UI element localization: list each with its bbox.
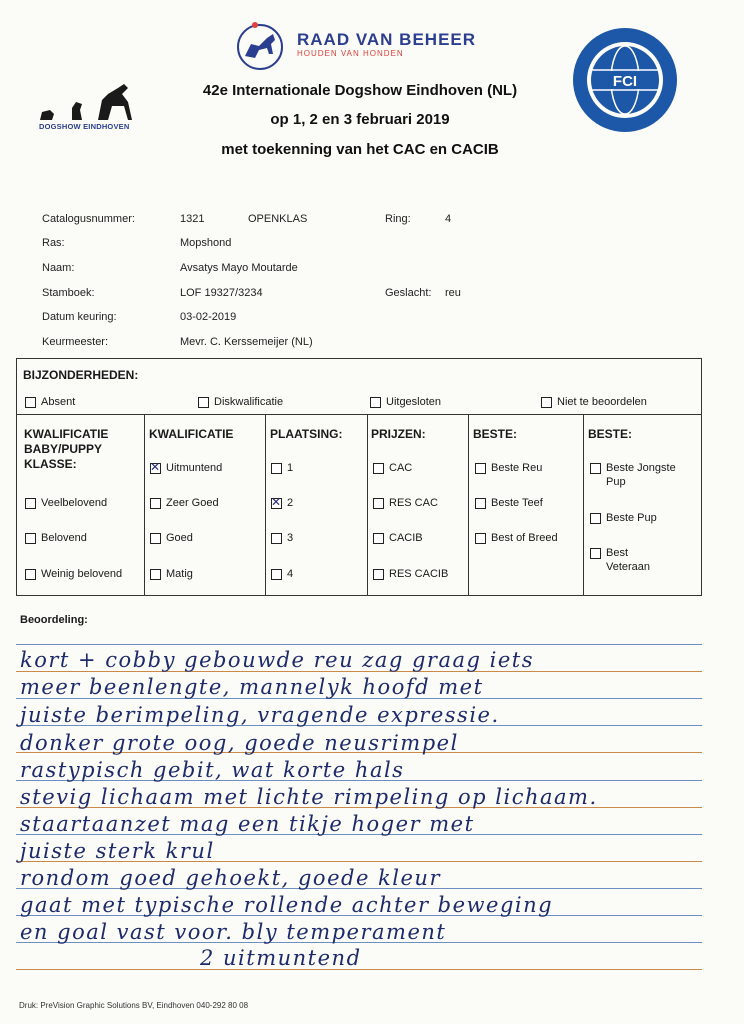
catalogusnummer-label: Catalogusnummer: bbox=[42, 213, 135, 225]
checkbox-box[interactable] bbox=[150, 498, 161, 509]
checkbox-box[interactable] bbox=[373, 533, 384, 544]
checkbox-box[interactable] bbox=[150, 569, 161, 580]
plaatsing-3-checkbox[interactable] bbox=[271, 531, 293, 545]
option-label: Weinig belovend bbox=[41, 568, 123, 580]
checkbox-box[interactable] bbox=[271, 569, 282, 580]
column-divider bbox=[468, 414, 469, 596]
fci-logo bbox=[571, 26, 679, 134]
checkbox-box[interactable] bbox=[475, 498, 486, 509]
show-title: 42e Internationale Dogshow Eindhoven (NL) bbox=[202, 82, 518, 99]
option-label: Beste Jongste Pup bbox=[606, 462, 676, 488]
beste-jongste-pup-checkbox[interactable] bbox=[590, 461, 690, 489]
brand-subtitle: HOUDEN VAN HONDEN bbox=[297, 49, 404, 58]
klasse-value: OPENKLAS bbox=[248, 213, 308, 225]
handwritten-line: rastypisch gebit, wat korte hals bbox=[20, 758, 405, 782]
uitgesloten-checkbox[interactable] bbox=[370, 395, 441, 409]
handwritten-line: juiste berimpeling, vragende expressie. bbox=[20, 703, 500, 727]
option-label: Best of Breed bbox=[491, 532, 558, 544]
checkbox-box[interactable] bbox=[475, 533, 486, 544]
catalogusnummer-value: 1321 bbox=[180, 213, 205, 225]
checkbox-box[interactable] bbox=[25, 569, 36, 580]
option-label: Best Veteraan bbox=[606, 547, 651, 573]
bijzonderheden-title: BIJZONDERHEDEN: bbox=[23, 368, 139, 382]
plaatsing-4-checkbox[interactable] bbox=[271, 567, 293, 581]
keurmeester-value: Mevr. C. Kerssemeijer (NL) bbox=[180, 336, 313, 348]
checkbox-box[interactable] bbox=[25, 498, 36, 509]
checkbox-box[interactable] bbox=[198, 397, 209, 408]
stamboek-label: Stamboek: bbox=[42, 287, 95, 299]
option-label: Zeer Goed bbox=[166, 497, 219, 509]
checkbox-checked[interactable] bbox=[150, 463, 161, 474]
brand-name: RAAD VAN BEHEER bbox=[297, 30, 477, 49]
option-label: Beste Pup bbox=[606, 512, 657, 524]
handwritten-line: juiste sterk krul bbox=[20, 839, 215, 863]
column-divider bbox=[367, 414, 368, 596]
dogshow-eindhoven-logo bbox=[36, 80, 144, 124]
option-label: Belovend bbox=[41, 532, 87, 544]
option-label: CAC bbox=[389, 462, 413, 474]
option-label: 3 bbox=[287, 532, 294, 544]
plaatsing-header: PLAATSING: bbox=[270, 427, 343, 441]
option-label: Matig bbox=[166, 568, 193, 580]
ring-label: Ring: bbox=[385, 213, 411, 225]
weinig-belovend-checkbox[interactable] bbox=[25, 567, 122, 581]
beste-pup-header: BESTE: bbox=[588, 427, 633, 441]
best-of-breed-checkbox[interactable] bbox=[475, 531, 558, 545]
option-label: CACIB bbox=[389, 532, 423, 544]
beste-teef-checkbox[interactable] bbox=[475, 496, 543, 510]
checkbox-checked[interactable] bbox=[271, 498, 282, 509]
column-divider bbox=[144, 414, 145, 596]
cacib-checkbox[interactable] bbox=[373, 531, 423, 545]
beste-reu-checkbox[interactable] bbox=[475, 461, 542, 475]
handwritten-line: gaat met typische rollende achter beweging bbox=[20, 893, 554, 917]
option-label: Beste Reu bbox=[491, 462, 543, 474]
keurmeester-label: Keurmeester: bbox=[42, 336, 109, 348]
option-label: Uitmuntend bbox=[166, 462, 223, 474]
option-label: Goed bbox=[166, 532, 193, 544]
column-divider bbox=[265, 414, 266, 596]
kwalificatie-header: KWALIFICATIE bbox=[149, 427, 234, 441]
dogshow-logo-text: DOGSHOW EINDHOVEN bbox=[39, 122, 130, 131]
datum-value: 03-02-2019 bbox=[180, 311, 237, 323]
checkbox-box[interactable] bbox=[541, 397, 552, 408]
niet-te-beoordelen-checkbox[interactable] bbox=[541, 395, 647, 409]
checkbox-box[interactable] bbox=[271, 533, 282, 544]
zeer-goed-checkbox[interactable] bbox=[150, 496, 219, 510]
table-divider bbox=[16, 414, 702, 415]
kwalificatie-baby-header: KWALIFICATIE BABY/PUPPY KLASSE: bbox=[24, 427, 109, 471]
handwritten-line: donker grote oog, goede neusrimpel bbox=[20, 731, 459, 755]
handwritten-line: 2 uitmuntend bbox=[200, 946, 362, 970]
ras-label: Ras: bbox=[42, 237, 65, 249]
checkbox-box[interactable] bbox=[271, 463, 282, 474]
plaatsing-2-checkbox[interactable] bbox=[271, 496, 293, 510]
checkbox-box[interactable] bbox=[590, 463, 601, 474]
veelbelovend-checkbox[interactable] bbox=[25, 496, 107, 510]
handwritten-line: meer beenlengte, mannelyk hoofd met bbox=[20, 675, 484, 699]
option-label: RES CAC bbox=[389, 497, 438, 509]
checkbox-box[interactable] bbox=[590, 548, 601, 559]
checkbox-box[interactable] bbox=[150, 533, 161, 544]
printer-footer: Druk: PreVision Graphic Solutions BV, Eindhoven 040-292 80 08 bbox=[19, 1001, 249, 1010]
handwritten-line: kort + cobby gebouwde reu zag graag iets bbox=[20, 648, 534, 672]
geslacht-value: reu bbox=[445, 287, 461, 299]
best-veteraan-checkbox[interactable] bbox=[590, 546, 660, 574]
column-divider bbox=[583, 414, 584, 596]
prijzen-header: PRIJZEN: bbox=[371, 427, 426, 441]
show-awards-line: met toekenning van het CAC en CACIB bbox=[221, 141, 499, 158]
checkbox-box[interactable] bbox=[370, 397, 381, 408]
ring-value: 4 bbox=[445, 213, 452, 225]
option-label: Beste Teef bbox=[491, 497, 543, 509]
option-label: Absent bbox=[41, 396, 76, 408]
option-label: 1 bbox=[287, 462, 294, 474]
cac-checkbox[interactable] bbox=[373, 461, 412, 475]
checkbox-box[interactable] bbox=[373, 463, 384, 474]
naam-value: Avsatys Mayo Moutarde bbox=[180, 262, 298, 274]
option-label: Niet te beoordelen bbox=[557, 396, 647, 408]
res-cac-checkbox[interactable] bbox=[373, 496, 438, 510]
beoordeling-label: Beoordeling: bbox=[20, 614, 88, 626]
fci-logo-text: FCI bbox=[612, 73, 638, 90]
handwritten-line: rondom goed gehoekt, goede kleur bbox=[20, 866, 441, 890]
option-label: 2 bbox=[287, 497, 294, 509]
handwritten-line: stevig lichaam met lichte rimpeling op lichaam. bbox=[20, 785, 598, 809]
option-label: Diskwalificatie bbox=[214, 396, 284, 408]
checkbox-box[interactable] bbox=[25, 397, 36, 408]
beste-pup-checkbox[interactable] bbox=[590, 511, 657, 525]
checkbox-box[interactable] bbox=[475, 463, 486, 474]
belovend-checkbox[interactable] bbox=[25, 531, 87, 545]
checkbox-box[interactable] bbox=[590, 513, 601, 524]
plaatsing-1-checkbox[interactable] bbox=[271, 461, 293, 475]
diskwalificatie-checkbox[interactable] bbox=[198, 395, 283, 409]
raad-van-beheer-logo bbox=[233, 20, 289, 72]
absent-checkbox[interactable] bbox=[25, 395, 75, 409]
matig-checkbox[interactable] bbox=[150, 567, 193, 581]
option-label: 4 bbox=[287, 568, 294, 580]
show-dates: op 1, 2 en 3 februari 2019 bbox=[270, 111, 450, 128]
res-cacib-checkbox[interactable] bbox=[373, 567, 448, 581]
checkbox-box[interactable] bbox=[25, 533, 36, 544]
beste-header: BESTE: bbox=[473, 427, 518, 441]
goed-checkbox[interactable] bbox=[150, 531, 193, 545]
checkbox-box[interactable] bbox=[373, 498, 384, 509]
option-label: Veelbelovend bbox=[41, 497, 108, 509]
option-label: Uitgesloten bbox=[386, 396, 442, 408]
ras-value: Mopshond bbox=[180, 237, 232, 249]
ruled-line bbox=[16, 644, 702, 645]
naam-label: Naam: bbox=[42, 262, 75, 274]
uitmuntend-checkbox[interactable] bbox=[150, 461, 222, 475]
checkbox-box[interactable] bbox=[373, 569, 384, 580]
geslacht-label: Geslacht: bbox=[385, 287, 432, 299]
datum-label: Datum keuring: bbox=[42, 311, 117, 323]
handwritten-line: staartaanzet mag een tikje hoger met bbox=[20, 812, 475, 836]
stamboek-value: LOF 19327/3234 bbox=[180, 287, 263, 299]
handwritten-line: en goal vast voor. bly temperament bbox=[20, 920, 447, 944]
option-label: RES CACIB bbox=[389, 568, 449, 580]
